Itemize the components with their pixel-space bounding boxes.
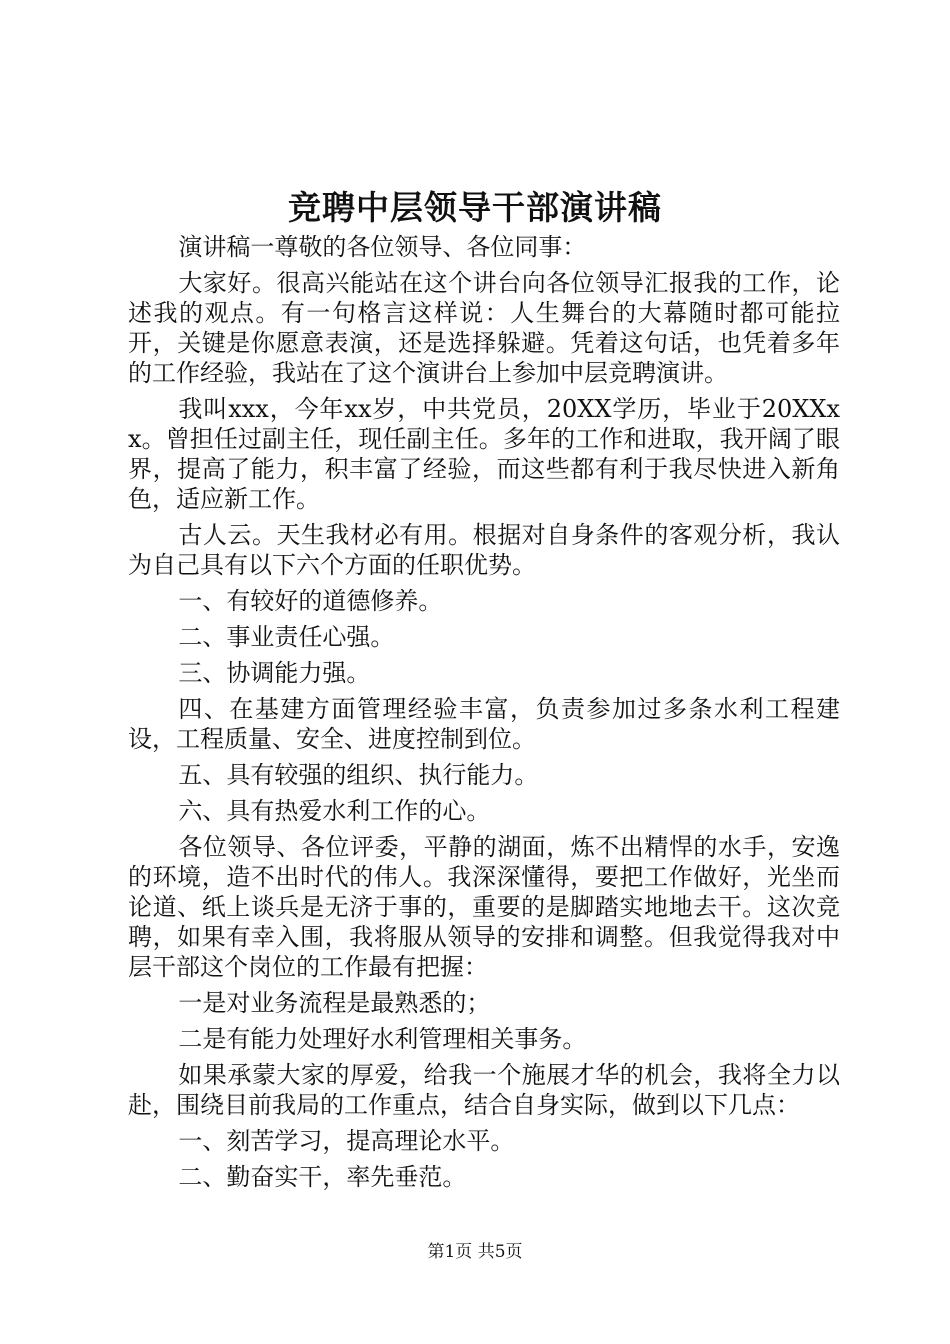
list-item-confidence-1: 一是对业务流程是最熟悉的； [178,989,491,1017]
document-title: 竞聘中层领导干部演讲稿 [288,188,662,227]
list-item-strength-1: 一、有较好的道德修养。 [178,587,443,615]
list-item-plan-2: 二、勤奋实干，率先垂范。 [178,1163,467,1191]
list-item-plan-1: 一、刻苦学习，提高理论水平。 [178,1127,515,1155]
list-item-strength-2: 二、事业责任心强。 [178,623,395,651]
page-number-footer: 第1页 共5页 [427,1242,523,1262]
paragraph-intro: 大家好。很高兴能站在这个讲台向各位领导汇报我的工作，论述我的观点。有一句格言这样说：人生舞台的大幕随时都可能拉开，关键是你愿意表演，还是选择躲避。凭着这句话，也凭着多年的工作经验，我站在了这个演讲台上参加中层竞聘演讲。 [128,269,840,387]
list-item-strength-5: 五、具有较强的组织、执行能力。 [178,761,539,789]
list-item-confidence-2: 二是有能力处理好水利管理相关事务。 [178,1025,587,1053]
paragraph-salutation: 演讲稿一尊敬的各位领导、各位同事： [178,233,587,261]
list-item-strength-4: 四、在基建方面管理经验丰富，负责参加过多条水利工程建设，工程质量、安全、进度控制到位。 [128,695,840,753]
list-item-strength-3: 三、协调能力强。 [178,659,371,687]
paragraph-appeal: 各位领导、各位评委，平静的湖面，炼不出精悍的水手，安逸的环境，造不出时代的伟人。我深深懂得，要把工作做好，光坐而论道、纸上谈兵是无济于事的，重要的是脚踏实地地去干。这次竞聘，如果有幸入围，我将服从领导的安排和调整。但我觉得我对中层干部这个岗位的工作最有把握： [128,833,840,981]
paragraph-self-introduction: 我叫xxx，今年xx岁，中共党员，20XX学历，毕业于20XXxx。曾担任过副主任，现任副主任。多年的工作和进取，我开阔了眼界，提高了能力，积丰富了经验，而这些都有利于我尽快进入新角色，适应新工作。 [128,395,840,513]
list-item-strength-6: 六、具有热爱水利工作的心。 [178,797,491,825]
paragraph-strengths-intro: 古人云。天生我材必有用。根据对自身条件的客观分析，我认为自己具有以下六个方面的任职优势。 [128,521,840,579]
document-body [128,232,840,1198]
paragraph-commitment: 如果承蒙大家的厚爱，给我一个施展才华的机会，我将全力以赴，围绕目前我局的工作重点，结合自身实际，做到以下几点： [128,1061,840,1119]
